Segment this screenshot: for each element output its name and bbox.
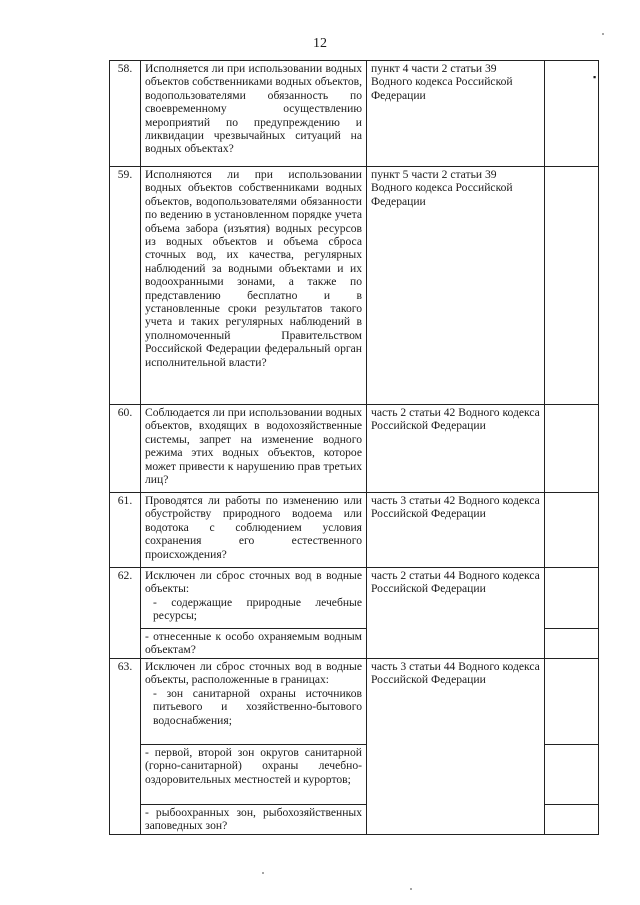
row-number: 58. (110, 61, 141, 167)
sub-item: - рыбоохранных зон, рыбохозяйственных заповедных зон? (141, 805, 367, 835)
sub-item: - содержащие природные лечебные ресурсы; (153, 595, 362, 623)
question-text (141, 659, 367, 745)
sub-item: - первой, второй зон округов санитарной (горно-санитарной) охраны лечебно-оздоровительных местностей и курортов; (141, 745, 367, 805)
question-text: Исполняется ли при использовании водных объектов собственниками водных объектов, водопользователями обязанность по своевременному осуществлению мероприятий по предупреждению и ликвидации чрезвычайных ситуаций на водных объектах? (141, 61, 367, 167)
question-text: Проводятся ли работы по изменению или обустройству природного водоема или водотока с соблюдением условия сохранения его естественного происхождения? (141, 493, 367, 568)
scan-speck (602, 33, 604, 35)
row-number: 63. (110, 659, 141, 835)
table-row (110, 659, 599, 745)
answer-cell[interactable] (545, 61, 599, 167)
legal-reference: часть 3 статьи 42 Водного кодекса Российской Федерации (367, 493, 545, 568)
question-text (141, 568, 367, 629)
table-row (110, 405, 599, 493)
row-number: 60. (110, 405, 141, 493)
answer-cell[interactable] (545, 405, 599, 493)
question-text: Исполняются ли при использовании водных объектов собственниками водных объектов, водопользователями обязанности по ведению в установленном порядке учета объема забора (изъятия) водных ресурсов из водных объектов и объема сброса сточных вод, их качества, регулярных наблюдений за водными объектами и их водоохранными зонами, а также по представлению бесплатно и в установленные сроки результатов такого учета и таких регулярных наблюдений в уполномоченный Правительством Российской Федерации федеральный орган исполнительной власти? (141, 167, 367, 405)
table-row (110, 493, 599, 568)
legal-reference: часть 2 статьи 42 Водного кодекса Российской Федерации (367, 405, 545, 493)
sub-item: - зон санитарной охраны источников питьевого и хозяйственно-бытового водоснабжения; (153, 686, 362, 727)
table-row (110, 167, 599, 405)
table-row (110, 568, 599, 629)
requirements-table (109, 60, 599, 835)
row-number: 59. (110, 167, 141, 405)
table-row (110, 61, 599, 167)
answer-cell[interactable] (545, 659, 599, 745)
legal-reference: пункт 5 части 2 статьи 39 Водного кодекса Российской Федерации (367, 167, 545, 405)
answer-cell[interactable] (545, 167, 599, 405)
row-number: 62. (110, 568, 141, 659)
question-lead: Исключен ли сброс сточных вод в водные объекты: (145, 569, 362, 596)
page-number: 12 (313, 36, 327, 51)
answer-cell[interactable] (545, 745, 599, 805)
answer-cell[interactable] (545, 629, 599, 659)
answer-cell[interactable] (545, 493, 599, 568)
scan-speck (262, 872, 264, 874)
answer-cell[interactable] (545, 805, 599, 835)
legal-reference: часть 2 статьи 44 Водного кодекса Российской Федерации (367, 568, 545, 659)
legal-reference: часть 3 статьи 44 Водного кодекса Российской Федерации (367, 659, 545, 835)
margin-mark: ▪ (593, 72, 597, 82)
question-text: Соблюдается ли при использовании водных объектов, входящих в водохозяйственные системы, запрет на изменение водного режима этих водных объектов, которое может привести к нарушению прав третьих лиц? (141, 405, 367, 493)
row-number: 61. (110, 493, 141, 568)
scan-speck (410, 888, 412, 890)
sub-item: - отнесенные к особо охраняемым водным объектам? (141, 629, 367, 659)
question-lead: Исключен ли сброс сточных вод в водные объекты, расположенные в границах: (145, 660, 362, 687)
answer-cell[interactable] (545, 568, 599, 629)
legal-reference: пункт 4 части 2 статьи 39 Водного кодекса Российской Федерации (367, 61, 545, 167)
